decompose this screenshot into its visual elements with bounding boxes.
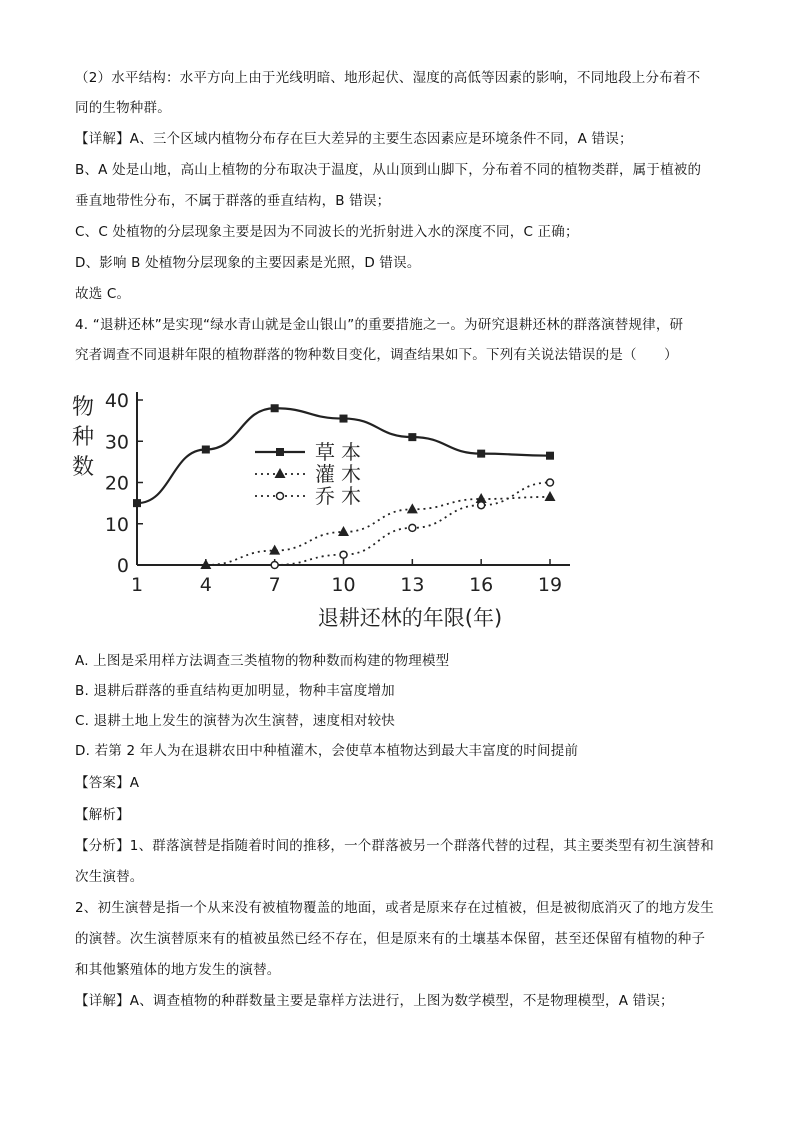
- y-tick-label: 40: [104, 390, 129, 412]
- text-line: 【详解】A、三个区域内植物分布存在巨大差异的主要生态因素应是环境条件不同，A 错误；: [75, 131, 633, 147]
- y-tick-label: 20: [104, 472, 129, 495]
- data-point: [478, 502, 485, 509]
- data-point: [271, 562, 278, 569]
- text-line: 【分析】1、群落演替是指随着时间的推移，一个群落被另一个群落代替的过程，其主要类型有初生演替和: [75, 838, 714, 854]
- data-point: [340, 551, 347, 558]
- y-tick-label: 30: [104, 431, 129, 454]
- option-d: D. 若第 2 年人为在退耕农田中种植灌木，会使草本植物达到最大丰富度的时间提前: [75, 743, 579, 759]
- y-axis-label: 种: [71, 425, 95, 450]
- data-point: [407, 503, 418, 513]
- text-line: 和其他繁殖体的地方发生的演替。: [75, 962, 281, 978]
- data-point: [545, 491, 556, 501]
- data-point: [409, 524, 416, 531]
- y-tick-label: 10: [104, 513, 129, 536]
- question-stem: 4. “退耕还林”是实现“绿水青山就是金山银山”的重要措施之一。为研究退耕还林的群落演替规律，研: [75, 317, 684, 333]
- data-point: [271, 404, 279, 412]
- x-axis-label: 退耕还林的年限(年): [317, 606, 503, 630]
- legend-label: 草本: [315, 440, 367, 464]
- series-line-灌木: [206, 497, 550, 565]
- option-a: A. 上图是采用样方法调查三类植物的物种数而构建的物理模型: [75, 653, 450, 669]
- y-axis-label: 数: [71, 455, 95, 480]
- x-tick-label: 7: [268, 574, 281, 596]
- text-line: 的演替。次生演替原来有的植被虽然已经不存在，但是原来有的土壤基本保留，甚至还保留有植物的种子: [75, 931, 706, 947]
- legend-label: 乔木: [315, 484, 367, 508]
- x-tick-label: 10: [331, 574, 356, 596]
- data-point: [202, 446, 210, 454]
- data-point: [277, 493, 284, 500]
- x-tick-label: 13: [400, 574, 425, 596]
- text-line: 故选 C。: [75, 286, 131, 302]
- x-tick-label: 19: [537, 574, 563, 596]
- data-point: [133, 499, 141, 507]
- data-point: [338, 526, 349, 536]
- text-line: D、影响 B 处植物分层现象的主要因素是光照，D 错误。: [75, 255, 421, 271]
- data-point: [275, 468, 286, 478]
- y-axis-label: 物: [71, 395, 95, 420]
- text-line: B、A 处是山地，高山上植物的分布取决于温度，从山顶到山脚下，分布着不同的植物类群，属于植被的: [75, 162, 702, 178]
- text-line: 【详解】A、调查植物的种群数量主要是靠样方法进行，上图为数学模型，不是物理模型，A 错误；: [75, 993, 674, 1009]
- y-tick-label: 0: [116, 555, 129, 577]
- data-point: [269, 545, 280, 555]
- data-point: [408, 433, 416, 441]
- x-tick-label: 4: [199, 574, 212, 596]
- species-count-chart: [65, 380, 585, 635]
- question-stem: 究者调查不同退耕年限的植物群落的物种数目变化，调查结果如下。下列有关说法错误的是（ ）: [75, 347, 678, 363]
- option-c: C. 退耕土地上发生的演替为次生演替，速度相对较快: [75, 713, 396, 729]
- legend-label: 灌木: [315, 462, 367, 486]
- text-line: C、C 处植物的分层现象主要是因为不同波长的光折射进入水的深度不同，C 正确；: [75, 224, 579, 240]
- x-tick-label: 16: [469, 574, 494, 596]
- data-point: [546, 452, 554, 460]
- data-point: [477, 450, 485, 458]
- text-line: 垂直地带性分布，不属于群落的垂直结构，B 错误；: [75, 193, 391, 209]
- data-point: [276, 448, 284, 456]
- text-line: 2、初生演替是指一个从来没有被植物覆盖的地面，或者是原来存在过植被，但是被彻底消灭了的地方发生: [75, 900, 714, 916]
- x-tick-label: 1: [130, 574, 144, 596]
- analysis-heading: 【解析】: [75, 807, 130, 823]
- text-line: （2）水平结构：水平方向上由于光线明暗、地形起伏、湿度的高低等因素的影响，不同地段上分布着不: [75, 70, 701, 86]
- option-b: B. 退耕后群落的垂直结构更加明显，物种丰富度增加: [75, 683, 395, 699]
- text-line: 同的生物种群。: [75, 100, 171, 116]
- text-line: 次生演替。: [75, 869, 144, 885]
- data-point: [340, 415, 348, 423]
- data-point: [547, 479, 554, 486]
- answer: 【答案】A: [75, 775, 140, 791]
